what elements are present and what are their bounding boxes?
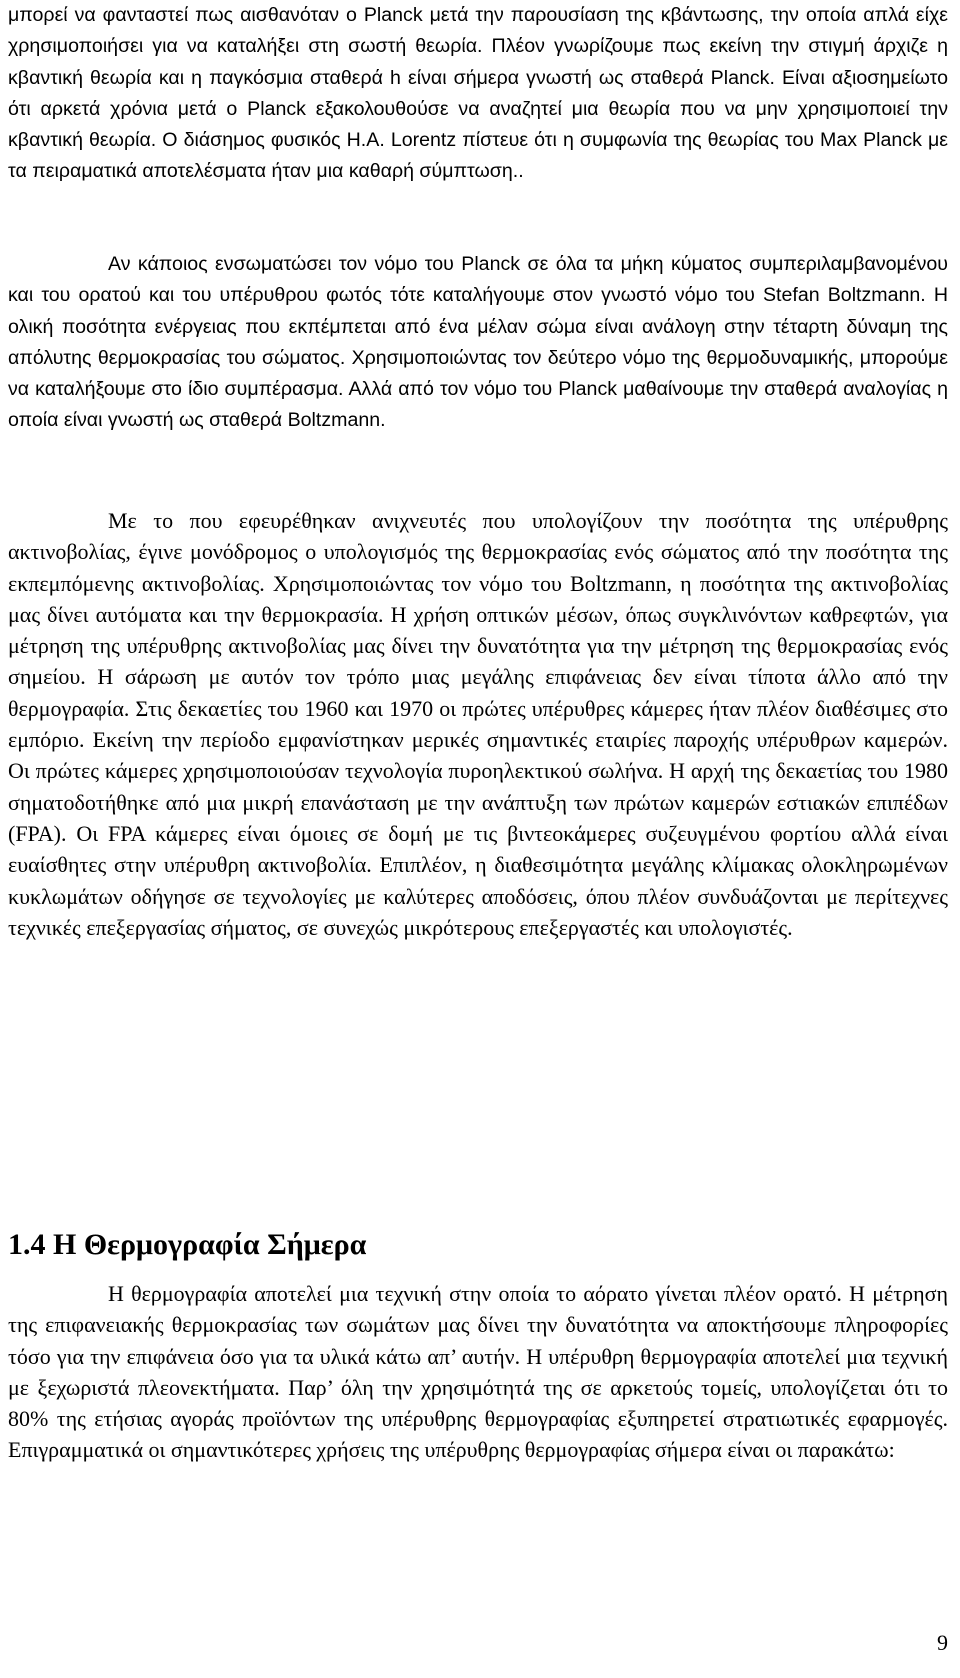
paragraph-thermography-today: Η θερμογραφία αποτελεί μια τεχνική στην οποία το αόρατο γίνεται πλέον ορατό. Η μέτρηση της επιφανειακής θερμοκρασίας των σωμάτων μας δίνει την δυνατότητα να αποκτήσουμε πληροφορίες τόσο για την επιφάνεια όσο για τα υλικά κάτω απ’ αυτήν. Η υπέρυθρη θερμογραφία αποτελεί μια τεχνική με ξεχωριστά πλεονεκτήματα. Παρ’ όλη την χρησιμότητά της σε αρκετούς τομείς, υπολογίζεται ότι το 80% της ετήσιας αγοράς προϊόντων της υπέρυθρης θερμογραφίας εξυπηρετεί στρατιωτικές εφαρμογές. Επιγραμματικά οι σημαντικότερες χρήσεις της υπέρυθρης θερμογραφίας σήμερα είναι οι παρακάτω: xyxy=(8,1281,948,1463)
paragraph-stefan-boltzmann-law: Αν κάποιος ενσωματώσει τον νόμο του Planck σε όλα τα μήκη κύματος συμπεριλαμβανομένου και του ορατού και του υπέρυθρου φωτός τότε καταλήγουμε στον γνωστό νόμο του Stefan Boltzmann. Η ολική ποσότητα ενέργειας που εκπέμπεται από ένα μέλαν σώμα είναι ανάλογη στην τέταρτη δύναμη της απόλυτης θερμοκρασίας του σώματος. Χρησιμοποιώντας τον δεύτερο νόμο της θερμοδυναμικής, μπορούμε να καταλήξουμε στο ίδιο συμπέρασμα. Αλλά από τον νόμο του Planck μαθαίνουμε την σταθερά αναλογίας η οποία είναι γνωστή ως σταθερά Boltzmann. xyxy=(8,253,948,432)
paragraph-infrared-detectors-history: Με το που εφευρέθηκαν ανιχνευτές που υπολογίζουν την ποσότητα της υπέρυθρης ακτινοβολίας, έγινε μονόδρομος ο υπολογισμός της θερμοκρασίας ενός σώματος από την ποσότητα της εκπεμπόμενης ακτινοβολίας. Χρησιμοποιώντας τον νόμο του Boltzmann, η ποσότητα της ακτινοβολίας μας δίνει αυτόματα και την θερμοκρασία. Η χρήση οπτικών μέσων, όπως συγκλινόντων καθρεφτών, για μέτρηση της υπέρυθρης ακτινοβολίας μας δίνει την δυνατότητα για την μέτρηση της θερμοκρασίας ενός σημείου. Η σάρωση με αυτόν τον τρόπο μιας μεγάλης επιφάνειας δεν είναι τίποτα άλλο από την θερμογραφία. Στις δεκαετίες του 1960 και 1970 οι πρώτες υπέρυθρες κάμερες ήταν πλέον διαθέσιμες στο εμπόριο. Εκείνη την περίοδο εμφανίστηκαν μερικές σημαντικές εταιρίες παροχής υπέρυθρων καμερών. Οι πρώτες κάμερες χρησιμοποιούσαν τεχνολογία πυροηλεκτικού σωλήνα. Η αρχή της δεκαετίας του 1980 σηματοδοτήθηκε από μια μικρή επανάσταση με την ανάπτυξη των πρώτων καμερών εστιακών επιπέδων (FPA). Οι FPA κάμερες είναι όμοιες σε δομή με τις βιντεοκάμερες συζευγμένου φορτίου αλλά είναι ευαίσθητες στην υπέρυθρη ακτινοβολία. Επιπλέον, η διαθεσιμότητα μεγάλης κλίμακας ολοκληρωμένων κυκλωμάτων οδήγησε σε τεχνολογίες με καλύτερες αποδόσεις, όπου πλέον συνδυάζονται με περίτεχνες τεχνικές επεξεργασίας σήματος, σε συνεχώς μικρότερους επεξεργαστές και υπολογιστές. xyxy=(8,508,948,940)
section-heading: 1.4 Η Θερμογραφία Σήμερα xyxy=(8,1228,367,1261)
paragraph-planck-quantum-theory: μπορεί να φανταστεί πως αισθανόταν ο Planck μετά την παρουσίαση της κβάντωσης, την οποία απλά είχε χρησιμοποιήσει για να καταλήξει στη σωστή θεωρία. Πλέον γνωρίζουμε πως εκείνη την στιγμή άρχιζε η κβαντική θεωρία και η παγκόσμια σταθερά h είναι σήμερα γνωστή ως σταθερά Planck. Είναι αξιοσημείωτο ότι αρκετά χρόνια μετά ο Planck εξακολουθούσε να αναζητεί μια θεωρία που να μην χρησιμοποιεί την κβαντική θεωρία. Ο διάσημος φυσικός H.A. Lorentz πίστευε ότι η συμφωνία της θεωρίας του Max Planck με τα πειραματικά αποτελέσματα ήταν μια καθαρή σύμπτωση.. xyxy=(8,4,948,183)
page-number: 9 xyxy=(937,1630,948,1655)
